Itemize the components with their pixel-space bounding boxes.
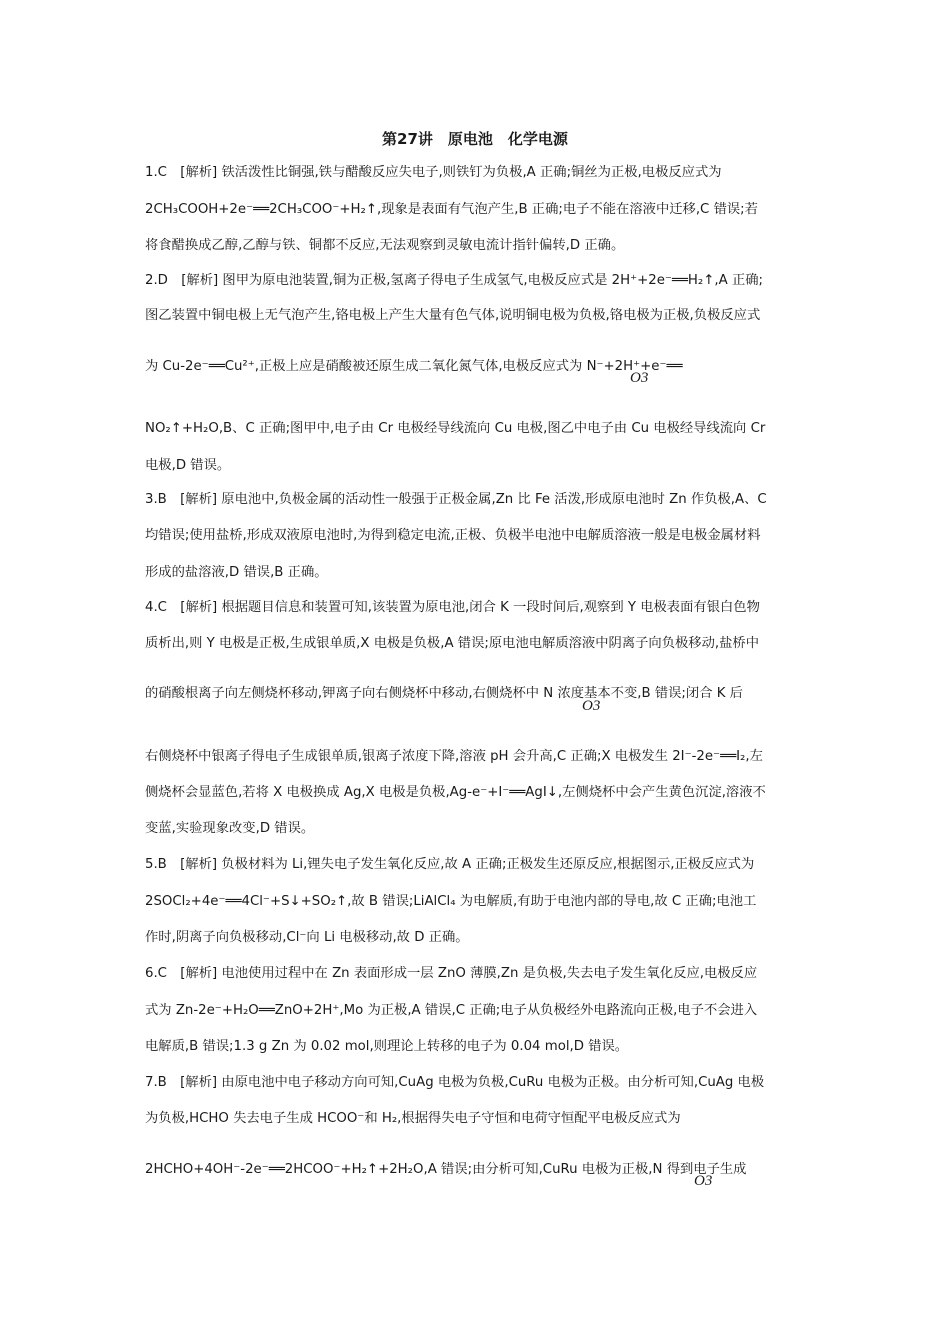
text-line: 的硝酸根离子向左侧烧杯移动,钾离子向右侧烧杯中移动,右侧烧杯中 N 浓度基本不变,B 错误;闭合 K 后: [145, 686, 743, 701]
text-line: 为 Cu-2e⁻══Cu²⁺,正极上应是硝酸被还原生成二氧化氮气体,电极反应式为 N⁻+2H⁺+e⁻══: [145, 359, 683, 374]
text-line: 为负极,HCHO 失去电子生成 HCOO⁻和 H₂,根据得失电子守恒和电荷守恒配平电极反应式为: [145, 1111, 681, 1126]
text-line: 2SOCl₂+4e⁻══4Cl⁻+S↓+SO₂↑,故 B 错误;LiAlCl₄ 为电解质,有助于电池内部的导电,故 C 正确;电池工: [145, 894, 757, 909]
text-line: 质析出,则 Y 电极是正极,生成银单质,X 电极是负极,A 错误;原电池电解质溶液中阴离子向负极移动,盐桥中: [145, 636, 760, 651]
text-line: 将食醋换成乙醇,乙醇与铁、铜都不反应,无法观察到灵敏电流计指针偏转,D 正确。: [145, 238, 625, 253]
text-line: 电极,D 错误。: [145, 458, 231, 473]
text-line: 3.B [解析] 原电池中,负极金属的活动性一般强于正极金属,Zn 比 Fe 活泼,形成原电池时 Zn 作负极,A、C: [145, 492, 767, 507]
formula-subscript-no3: O3: [582, 698, 601, 714]
text-line: 图乙装置中铜电极上无气泡产生,铬电极上产生大量有色气体,说明铜电极为负极,铬电极为正极,负极反应式: [145, 308, 761, 323]
text-line: 侧烧杯会显蓝色,若将 X 电极换成 Ag,X 电极是负极,Ag-e⁻+I⁻══AgI↓,左侧烧杯中会产生黄色沉淀,溶液不: [145, 785, 766, 800]
page-title: 第27讲 原电池 化学电源: [382, 130, 568, 148]
text-line: 右侧烧杯中银离子得电子生成银单质,银离子浓度下降,溶液 pH 会升高,C 正确;X 电极发生 2I⁻-2e⁻══I₂,左: [145, 749, 763, 764]
text-line: 1.C [解析] 铁活泼性比铜强,铁与醋酸反应失电子,则铁钉为负极,A 正确;铜丝为正极,电极反应式为: [145, 165, 722, 180]
text-line: 2.D [解析] 图甲为原电池装置,铜为正极,氢离子得电子生成氢气,电极反应式是 2H⁺+2e⁻══H₂↑,A 正确;: [145, 273, 764, 288]
text-line: 2HCHO+4OH⁻-2e⁻══2HCOO⁻+H₂↑+2H₂O,A 错误;由分析可知,CuRu 电极为正极,N 得到电子生成: [145, 1162, 747, 1177]
text-line: 7.B [解析] 由原电池中电子移动方向可知,CuAg 电极为负极,CuRu 电极为正极。由分析可知,CuAg 电极: [145, 1075, 765, 1090]
text-line: 作时,阴离子向负极移动,Cl⁻向 Li 电极移动,故 D 正确。: [145, 930, 469, 945]
text-line: 5.B [解析] 负极材料为 Li,锂失电子发生氧化反应,故 A 正确;正极发生还原反应,根据图示,正极反应式为: [145, 857, 755, 872]
formula-subscript-no3: O3: [630, 370, 649, 386]
text-line: 电解质,B 错误;1.3 g Zn 为 0.02 mol,则理论上转移的电子为 0.04 mol,D 错误。: [145, 1039, 629, 1054]
text-line: 变蓝,实验现象改变,D 错误。: [145, 821, 315, 836]
text-line: NO₂↑+H₂O,B、C 正确;图甲中,电子由 Cr 电极经导线流向 Cu 电极,图乙中电子由 Cu 电极经导线流向 Cr: [145, 421, 766, 436]
text-line: 式为 Zn-2e⁻+H₂O══ZnO+2H⁺,Mo 为正极,A 错误,C 正确;电子从负极经外电路流向正极,电子不会进入: [145, 1003, 758, 1018]
text-line: 2CH₃COOH+2e⁻══2CH₃COO⁻+H₂↑,现象是表面有气泡产生,B 正确;电子不能在溶液中迁移,C 错误;若: [145, 202, 758, 217]
text-line: 6.C [解析] 电池使用过程中在 Zn 表面形成一层 ZnO 薄膜,Zn 是负极,失去电子发生氧化反应,电极反应: [145, 966, 758, 981]
text-line: 均错误;使用盐桥,形成双液原电池时,为得到稳定电流,正极、负极半电池中电解质溶液一般是电极金属材料: [145, 528, 761, 543]
text-line: 形成的盐溶液,D 错误,B 正确。: [145, 565, 328, 580]
text-line: 4.C [解析] 根据题目信息和装置可知,该装置为原电池,闭合 K 一段时间后,观察到 Y 电极表面有银白色物: [145, 600, 760, 615]
formula-subscript-no3: O3: [694, 1173, 713, 1189]
